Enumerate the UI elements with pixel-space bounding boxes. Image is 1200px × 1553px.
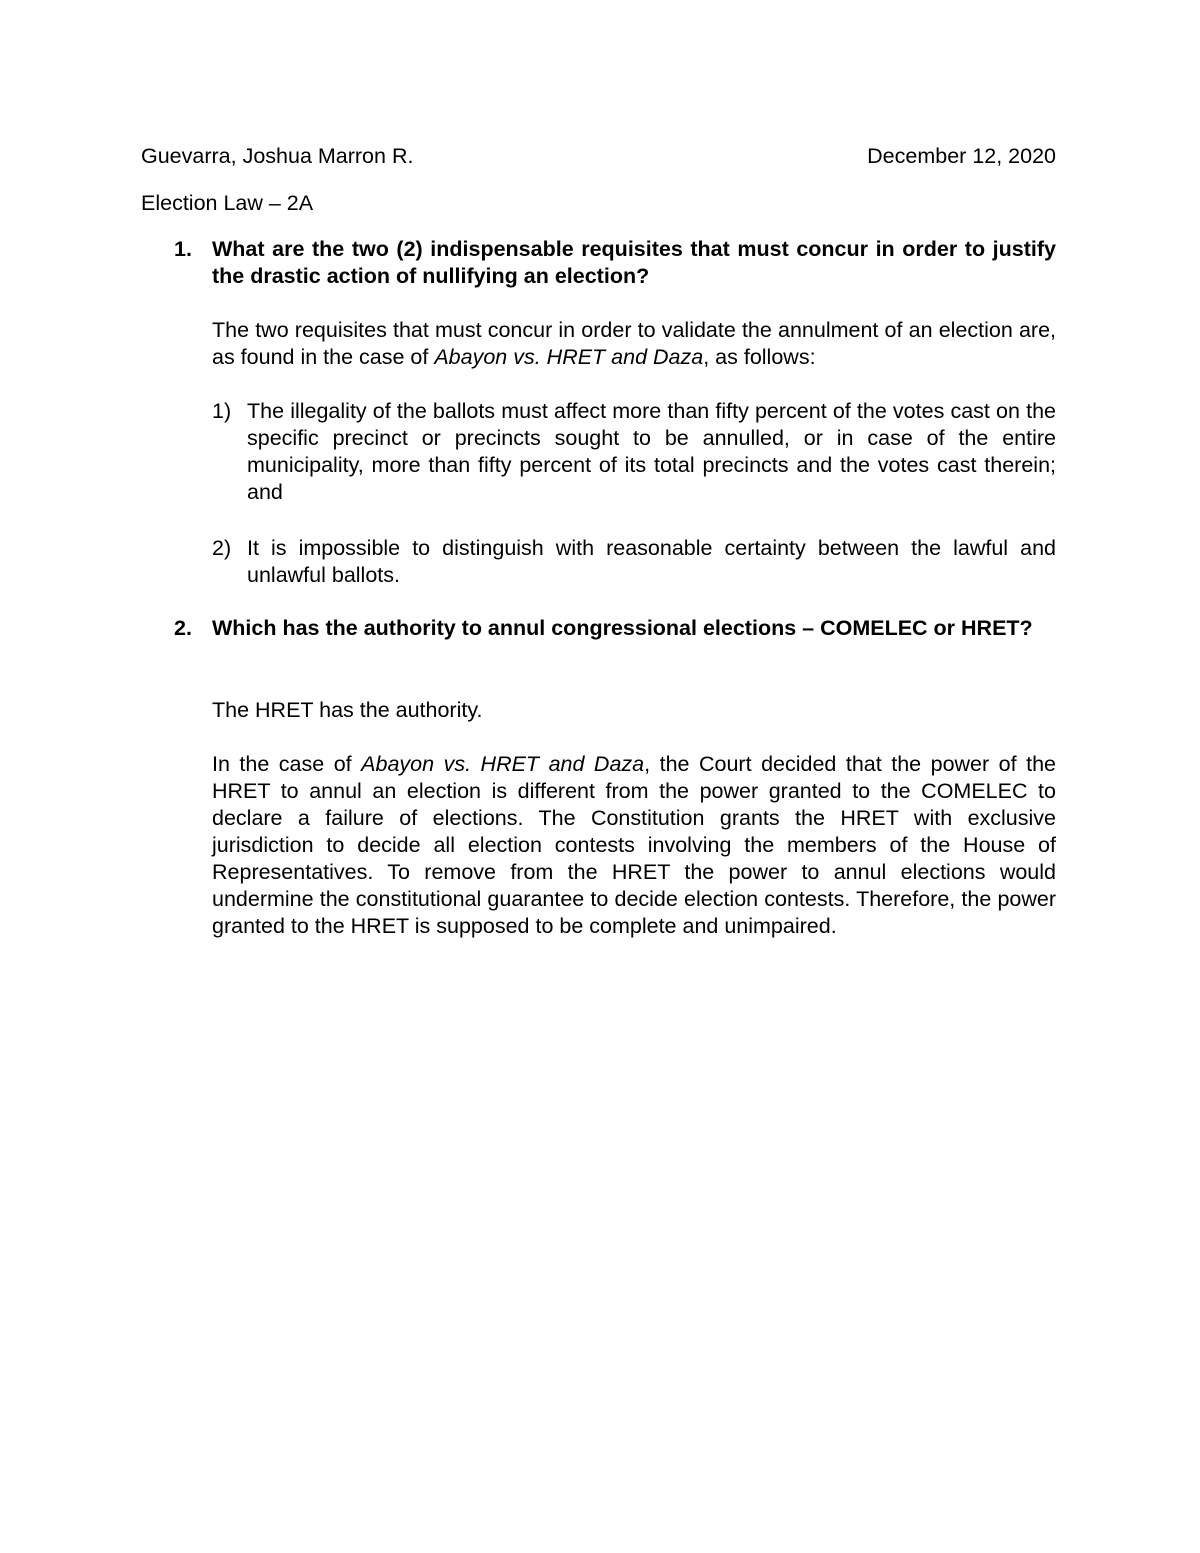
requisite-2-text: It is impossible to distinguish with reasonable certainty between the lawful and unlawful ballots. — [247, 536, 1056, 587]
answer-intro-part1: The two requisites that must concur in order to validate the annulment of an election are, as found in the case of — [212, 318, 1056, 369]
question-1-text: What are the two (2) indispensable requisites that must concur in order to justify the drastic action of nullifying an election? — [212, 237, 1056, 288]
header-row — [141, 143, 1056, 170]
question-2-short-answer: The HRET has the authority. — [212, 698, 483, 722]
case-citation: Abayon vs. HRET and Daza — [361, 752, 645, 776]
author-name: Guevarra, Joshua Marron R. — [141, 144, 414, 168]
requisite-1-text: The illegality of the ballots must affect more than fifty percent of the votes cast on the specific precinct or precincts sought to be annulled, or in case of the entire municipality, more than fifty percent of its total precincts and the votes cast therein; and — [247, 399, 1056, 504]
case-citation: Abayon vs. HRET and Daza — [434, 345, 704, 369]
question-2-explanation — [212, 751, 1056, 940]
course-label: Election Law – 2A — [141, 191, 314, 215]
question-1-number: 1. — [174, 237, 192, 261]
question-1-answer — [212, 317, 1056, 371]
explanation-part2: , the Court decided that the power of the HRET to annul an election is different from the power granted to the COMELEC to declare a failure of elections. The Constitution grants the HRET with exclusive jurisdiction to decide all election contests involving the members of the House of Representatives. To remove from the HRET the power to annul elections would undermine the constitutional guarantee to decide election contests. Therefore, the power granted to the HRET is supposed to be complete and unimpaired. — [212, 752, 1056, 938]
requisite-1-number: 1) — [212, 399, 232, 423]
answer-intro-part2: , as follows: — [703, 345, 816, 369]
question-2-number: 2. — [174, 616, 192, 640]
document-date: December 12, 2020 — [867, 144, 1056, 168]
explanation-part1: In the case of — [212, 752, 362, 776]
question-2-text: Which has the authority to annul congressional elections – COMELEC or HRET? — [212, 616, 1033, 640]
requisite-2-number: 2) — [212, 536, 232, 560]
